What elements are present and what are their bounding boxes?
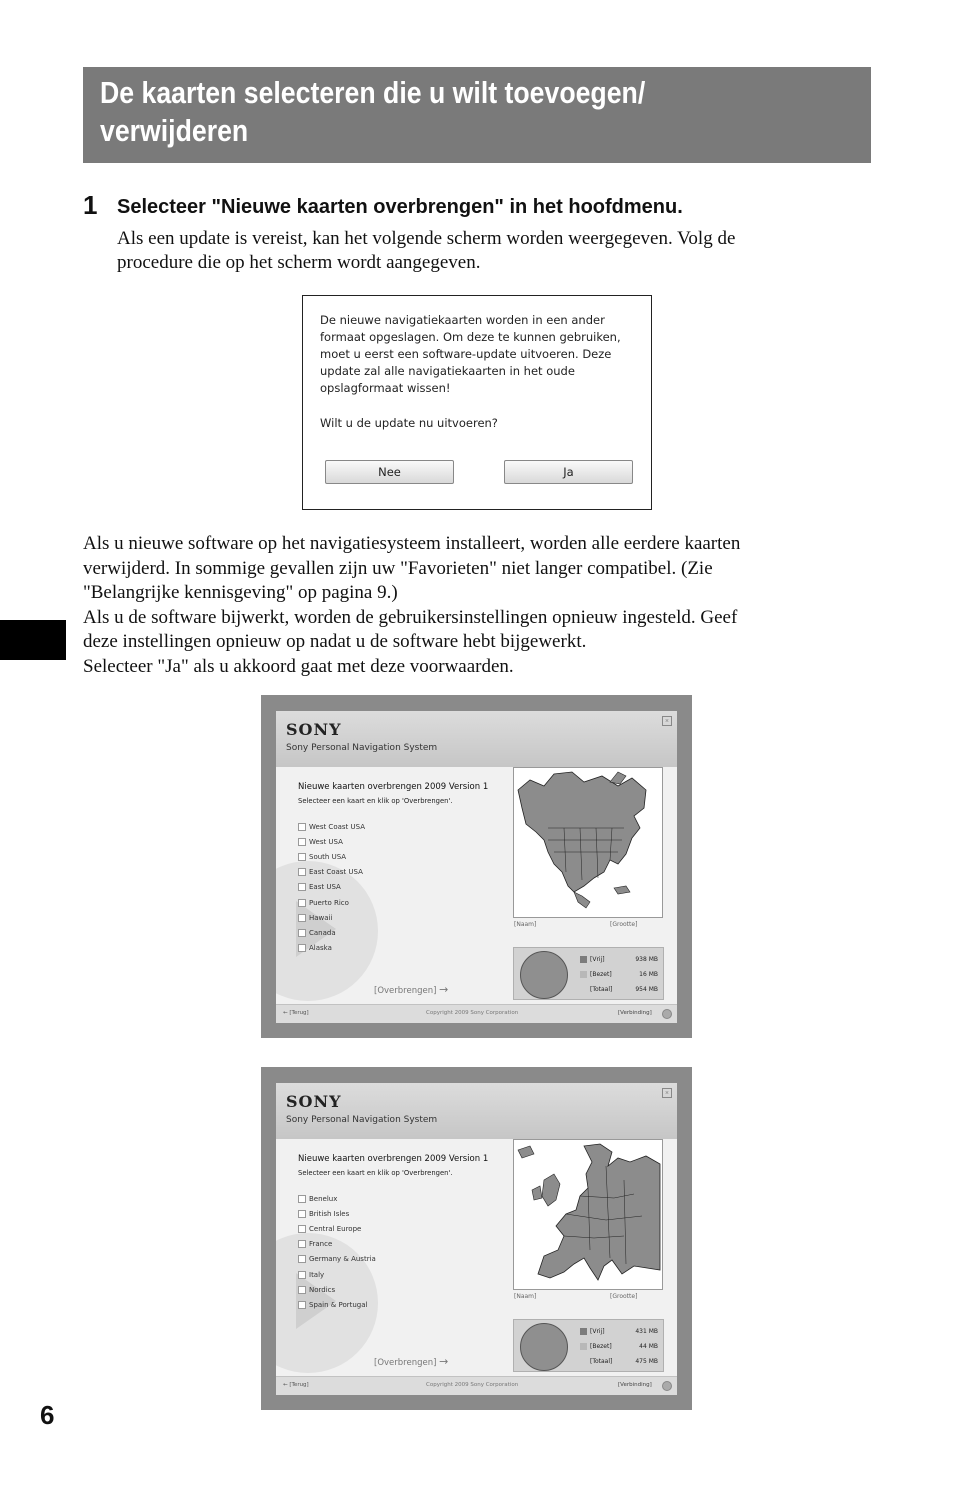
close-icon[interactable]: × bbox=[662, 1088, 672, 1098]
page-number: 6 bbox=[40, 1400, 55, 1430]
arrow-right-icon: → bbox=[439, 1355, 449, 1368]
map-item[interactable] bbox=[298, 1191, 376, 1206]
back-label: [Terug] bbox=[289, 1010, 309, 1016]
map-item[interactable] bbox=[298, 1267, 376, 1282]
size-label: [Grootte] bbox=[610, 921, 638, 928]
transfer-label: [Overbrengen] bbox=[374, 986, 437, 996]
dialog-line: update zal alle navigatiekaarten in het oude bbox=[320, 364, 575, 378]
map-item-label: Germany & Austria bbox=[309, 1255, 376, 1264]
name-label: [Naam] bbox=[514, 921, 537, 928]
map-item-label: Nordics bbox=[309, 1285, 336, 1294]
body-line: Als u de software bijwerkt, worden de gebruikersinstellingen opnieuw ingesteld. Geef bbox=[83, 606, 738, 628]
connection-status-icon bbox=[662, 1009, 672, 1019]
app-header bbox=[276, 1083, 677, 1139]
storage-pie bbox=[520, 1323, 568, 1371]
app-window bbox=[276, 1083, 677, 1395]
map-item-label: West USA bbox=[309, 837, 343, 846]
copyright: Copyright 2009 Sony Corporation bbox=[426, 1382, 519, 1388]
dialog-line: moet u eerst een software-update uitvoeren. Deze bbox=[320, 347, 612, 361]
map-item-label: Spain & Portugal bbox=[309, 1300, 368, 1309]
map-item[interactable] bbox=[298, 1206, 376, 1221]
step-text-line2: procedure die op het scherm wordt aangegeven. bbox=[117, 252, 481, 273]
free-label: [Vrij] bbox=[590, 1328, 605, 1335]
checkbox[interactable] bbox=[298, 914, 306, 922]
checkbox[interactable] bbox=[298, 838, 306, 846]
north-america-map bbox=[514, 768, 662, 917]
checkbox[interactable] bbox=[298, 1210, 306, 1218]
checkbox[interactable] bbox=[298, 823, 306, 831]
map-item-label: Alaska bbox=[309, 944, 332, 953]
back-button[interactable] bbox=[283, 1010, 309, 1016]
map-item[interactable] bbox=[298, 834, 365, 849]
map-list bbox=[298, 819, 365, 956]
free-value: 431 MB bbox=[635, 1328, 658, 1335]
used-label: [Bezet] bbox=[590, 1343, 612, 1350]
checkbox[interactable] bbox=[298, 1271, 306, 1279]
used-label: [Bezet] bbox=[590, 971, 612, 978]
map-item[interactable] bbox=[298, 865, 365, 880]
checkbox[interactable] bbox=[298, 929, 306, 937]
size-label: [Grootte] bbox=[610, 1293, 638, 1300]
connection-status-icon bbox=[662, 1381, 672, 1391]
app-window bbox=[276, 711, 677, 1023]
map-preview-north-america bbox=[513, 767, 663, 918]
copyright: Copyright 2009 Sony Corporation bbox=[426, 1010, 519, 1016]
checkbox[interactable] bbox=[298, 1195, 306, 1203]
europe-map bbox=[514, 1140, 662, 1289]
checkbox[interactable] bbox=[298, 1301, 306, 1309]
update-dialog bbox=[302, 295, 652, 510]
app-screenshot-europe bbox=[261, 1067, 692, 1410]
total-value: 954 MB bbox=[635, 986, 658, 993]
name-label: [Naam] bbox=[514, 1293, 537, 1300]
section-title bbox=[100, 74, 736, 150]
map-item-label: South USA bbox=[309, 852, 347, 861]
map-item-label: Benelux bbox=[309, 1194, 338, 1203]
body-text bbox=[83, 532, 883, 679]
map-item-label: Canada bbox=[309, 928, 336, 937]
list-subtitle: Selecteer een kaart en klik op 'Overbrengen'. bbox=[298, 1169, 453, 1177]
used-row bbox=[580, 971, 658, 978]
list-title: Nieuwe kaarten overbrengen 2009 Version 1 bbox=[298, 1154, 489, 1164]
checkbox[interactable] bbox=[298, 883, 306, 891]
map-item[interactable] bbox=[298, 925, 365, 940]
close-icon[interactable]: × bbox=[662, 716, 672, 726]
used-value: 44 MB bbox=[639, 1343, 658, 1350]
sony-logo: SONY bbox=[286, 1092, 342, 1111]
map-item[interactable] bbox=[298, 1252, 376, 1267]
map-item-label: France bbox=[309, 1240, 333, 1249]
free-swatch bbox=[580, 1328, 587, 1335]
map-preview-europe bbox=[513, 1139, 663, 1290]
app-screenshot-north-america bbox=[261, 695, 692, 1038]
section-title-line2: verwijderen bbox=[100, 113, 249, 148]
free-swatch bbox=[580, 956, 587, 963]
free-row bbox=[580, 956, 658, 963]
arrow-left-icon: ← bbox=[283, 1382, 288, 1388]
arrow-left-icon: ← bbox=[283, 1010, 288, 1016]
transfer-button[interactable] bbox=[374, 1355, 448, 1368]
storage-panel bbox=[513, 947, 664, 1000]
sony-logo: SONY bbox=[286, 720, 342, 739]
map-item-label: Hawaii bbox=[309, 913, 333, 922]
map-item[interactable] bbox=[298, 880, 365, 895]
section-title-line1: De kaarten selecteren die u wilt toevoegen/ bbox=[100, 75, 646, 110]
total-spacer bbox=[580, 1358, 587, 1365]
body-line: deze instellingen opnieuw op nadat u de software hebt bijgewerkt. bbox=[83, 631, 587, 652]
map-item[interactable] bbox=[298, 941, 365, 956]
total-row bbox=[580, 1358, 658, 1365]
map-item[interactable] bbox=[298, 895, 365, 910]
checkbox[interactable] bbox=[298, 899, 306, 907]
step-number: 1 bbox=[83, 190, 98, 220]
no-button[interactable]: Nee bbox=[325, 460, 454, 484]
body-line: Als u nieuwe software op het navigatiesysteem installeert, worden alle eerdere kaarten bbox=[83, 533, 741, 554]
step-title: Selecteer "Nieuwe kaarten overbrengen" in het hoofdmenu. bbox=[117, 196, 683, 218]
used-row bbox=[580, 1343, 658, 1350]
yes-button[interactable]: Ja bbox=[504, 460, 633, 484]
checkbox[interactable] bbox=[298, 1240, 306, 1248]
body-line: "Belangrijke kennisgeving" op pagina 9.) bbox=[83, 582, 398, 603]
dialog-question: Wilt u de update nu uitvoeren? bbox=[320, 416, 498, 430]
transfer-label: [Overbrengen] bbox=[374, 1358, 437, 1368]
map-item-label: British Isles bbox=[309, 1209, 350, 1218]
map-item-label: Italy bbox=[309, 1270, 325, 1279]
map-item[interactable] bbox=[298, 819, 365, 834]
map-item[interactable] bbox=[298, 1297, 376, 1312]
step-text-line1: Als een update is vereist, kan het volgende scherm worden weergegeven. Volg de bbox=[117, 228, 736, 249]
map-item-label: West Coast USA bbox=[309, 822, 365, 831]
total-label: [Totaal] bbox=[590, 986, 613, 993]
checkbox[interactable] bbox=[298, 1255, 306, 1263]
body-line: Selecteer "Ja" als u akkoord gaat met deze voorwaarden. bbox=[83, 655, 514, 677]
list-subtitle: Selecteer een kaart en klik op 'Overbrengen'. bbox=[298, 797, 453, 805]
total-value: 475 MB bbox=[635, 1358, 658, 1365]
used-swatch bbox=[580, 971, 587, 978]
used-value: 16 MB bbox=[639, 971, 658, 978]
app-subtitle: Sony Personal Navigation System bbox=[286, 1115, 438, 1125]
chapter-tab bbox=[0, 620, 66, 660]
dialog-line: opslagformaat wissen! bbox=[320, 381, 451, 395]
map-list bbox=[298, 1191, 376, 1313]
checkbox[interactable] bbox=[298, 1225, 306, 1233]
checkbox[interactable] bbox=[298, 944, 306, 952]
back-label: [Terug] bbox=[289, 1382, 309, 1388]
checkbox[interactable] bbox=[298, 1286, 306, 1294]
free-value: 938 MB bbox=[635, 956, 658, 963]
back-button[interactable] bbox=[283, 1382, 309, 1388]
checkbox[interactable] bbox=[298, 853, 306, 861]
dialog-line: De nieuwe navigatiekaarten worden in een ander bbox=[320, 313, 605, 327]
list-title: Nieuwe kaarten overbrengen 2009 Version 1 bbox=[298, 782, 489, 792]
transfer-button[interactable] bbox=[374, 983, 448, 996]
map-item[interactable] bbox=[298, 910, 365, 925]
app-footer bbox=[276, 1004, 677, 1023]
dialog-line: formaat opgeslagen. Om deze te kunnen gebruiken, bbox=[320, 330, 621, 344]
map-item-label: East Coast USA bbox=[309, 868, 363, 877]
map-item-label: Puerto Rico bbox=[309, 898, 349, 907]
checkbox[interactable] bbox=[298, 868, 306, 876]
used-swatch bbox=[580, 1343, 587, 1350]
connection-label: [Verbinding] bbox=[618, 1010, 652, 1016]
total-row bbox=[580, 986, 658, 993]
app-subtitle: Sony Personal Navigation System bbox=[286, 743, 438, 753]
app-footer bbox=[276, 1376, 677, 1395]
body-line: verwijderd. In sommige gevallen zijn uw "Favorieten" niet langer compatibel. (Zie bbox=[83, 557, 713, 579]
storage-panel bbox=[513, 1319, 664, 1372]
map-item[interactable] bbox=[298, 1282, 376, 1297]
app-header bbox=[276, 711, 677, 767]
map-item-label: East USA bbox=[309, 883, 341, 892]
map-item-label: Central Europe bbox=[309, 1224, 362, 1233]
map-item[interactable] bbox=[298, 1237, 376, 1252]
free-label: [Vrij] bbox=[590, 956, 605, 963]
dialog-message bbox=[320, 312, 640, 397]
connection-label: [Verbinding] bbox=[618, 1382, 652, 1388]
map-item[interactable] bbox=[298, 849, 365, 864]
storage-pie bbox=[520, 951, 568, 999]
arrow-right-icon: → bbox=[439, 983, 449, 996]
total-spacer bbox=[580, 986, 587, 993]
total-label: [Totaal] bbox=[590, 1358, 613, 1365]
map-item[interactable] bbox=[298, 1221, 376, 1236]
free-row bbox=[580, 1328, 658, 1335]
